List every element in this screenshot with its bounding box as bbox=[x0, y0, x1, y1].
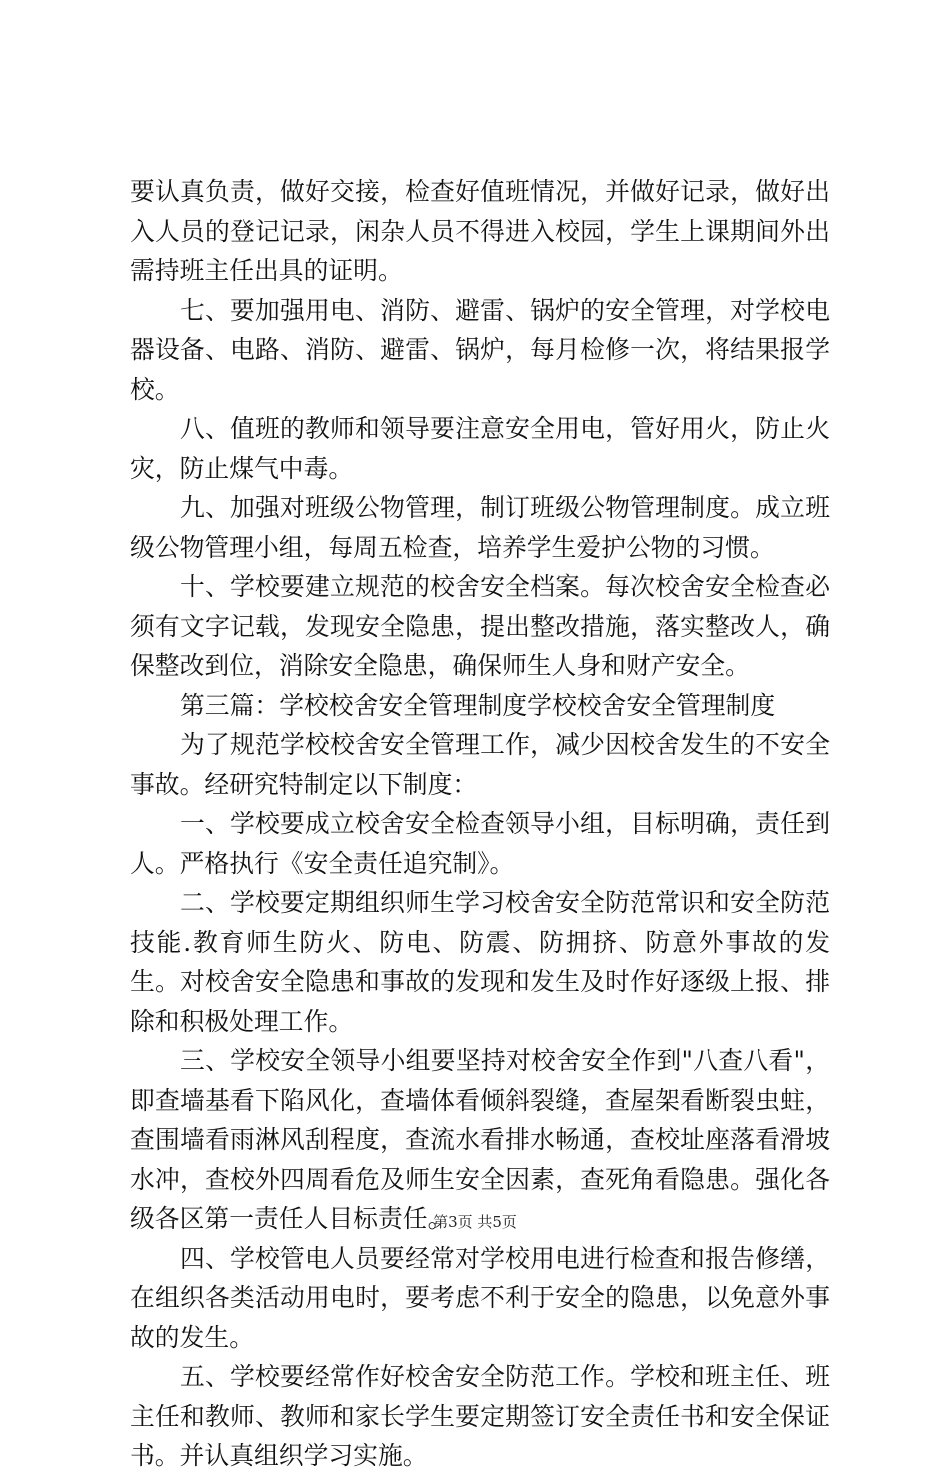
paragraph-11: 四、学校管电人员要经常对学校用电进行检查和报告修缮，在组织各类活动用电时，要考虑不利于安全的隐患，以免意外事故的发生。 bbox=[130, 1243, 830, 1352]
paragraph-4: 九、加强对班级公物管理，制订班级公物管理制度。成立班级公物管理小组，每周五检查，培养学生爱护公物的习惯。 bbox=[130, 493, 830, 562]
paragraph-2: 七、要加强用电、消防、避雷、锅炉的安全管理，对学校电器设备、电路、消防、避雷、锅炉，每月检修一次，将结果报学校。 bbox=[130, 295, 830, 404]
paragraph-1: 要认真负责，做好交接，检查好值班情况，并做好记录，做好出入人员的登记记录，闲杂人员不得进入校园，学生上课期间外出需持班主任出具的证明。 bbox=[130, 177, 830, 285]
document-body bbox=[130, 172, 830, 1476]
page-number-footer: 第3页 共5页 bbox=[433, 1213, 517, 1231]
paragraph-3: 八、值班的教师和领导要注意安全用电，管好用火，防止火灾，防止煤气中毒。 bbox=[130, 414, 830, 483]
paragraph-9: 二、学校要定期组织师生学习校舍安全防范常识和安全防范技能.教育师生防火、防电、防震、防拥挤、防意外事故的发生。对校舍安全隐患和事故的发现和发生及时作好逐级上报、排除和积极处理工作。 bbox=[130, 888, 830, 1036]
paragraph-5: 十、学校要建立规范的校舍安全档案。每次校舍安全检查必须有文字记载，发现安全隐患，提出整改措施，落实整改人，确保整改到位，消除安全隐患，确保师生人身和财产安全。 bbox=[130, 572, 830, 680]
paragraph-8: 一、学校要成立校舍安全检查领导小组，目标明确，责任到人。严格执行《安全责任追究制》。 bbox=[130, 809, 830, 878]
paragraph-10: 三、学校安全领导小组要坚持对校舍安全作到"八查八看"，即查墙基看下陷风化，查墙体看倾斜裂缝，查屋架看断裂虫蛀，查围墙看雨淋风刮程度，查流水看排水畅通，查校址座落看滑坡水冲，查校外四周看危及师生安全因素，查死角看隐患。强化各级各区第一责任人目标责任。 bbox=[130, 1046, 830, 1233]
paragraph-12: 五、学校要经常作好校舍安全防范工作。学校和班主任、班主任和教师、教师和家长学生要定期签订安全责任书和安全保证书。并认真组织学习实施。 bbox=[130, 1362, 830, 1470]
section-heading: 第三篇：学校校舍安全管理制度学校校舍安全管理制度 bbox=[180, 690, 776, 720]
paragraph-7: 为了规范学校校舍安全管理工作，减少因校舍发生的不安全事故。经研究特制定以下制度： bbox=[130, 730, 830, 799]
